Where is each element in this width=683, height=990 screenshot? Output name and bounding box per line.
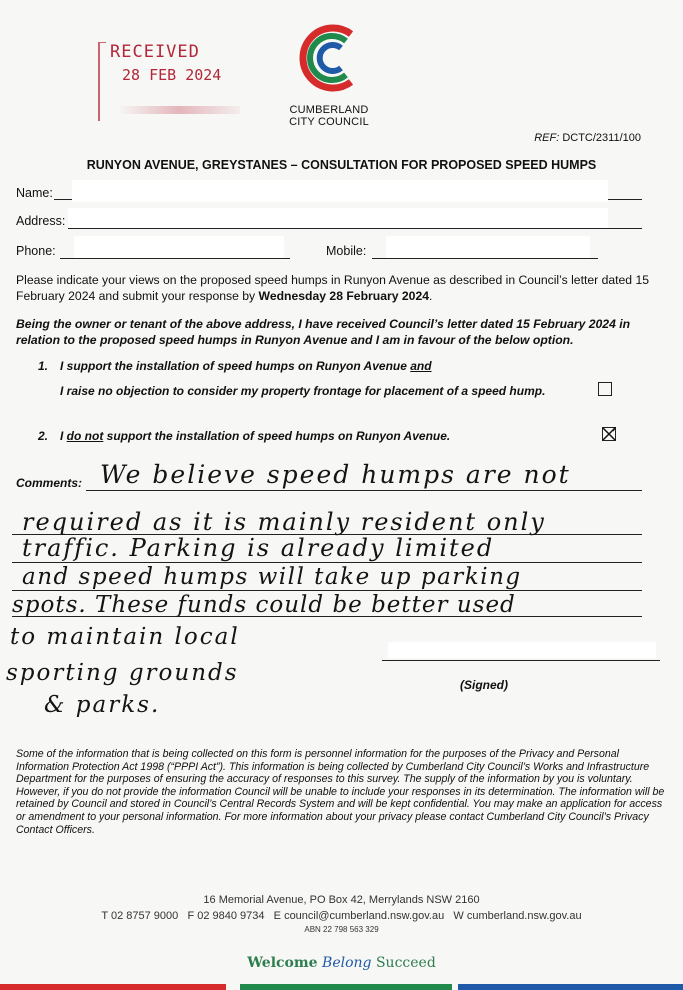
option-1-number: 1. (38, 359, 49, 373)
received-stamp (98, 42, 246, 124)
comments-label: Comments: (16, 476, 83, 490)
comment-line-8: & parks. (44, 692, 161, 718)
stamp-label: RECEIVED (110, 42, 200, 62)
option-2-checkbox[interactable] (602, 427, 616, 441)
logo-line-1: CUMBERLAND (289, 104, 369, 116)
privacy-notice: Some of the information that is being collected on this form is personnel information for the purposes of the Privacy and Personal Information Protection Act 1998 (“PPPI Act”). This information is being collected by Cumberland City Council’s Works and Infrastructure Department for the purposes of ensuring the accuracy of responses to this survey. The supply of the information by you is voluntary. However, if you do not provide the information Council will be unable to include your responses in its determination. The information will be retained by Council and stored in Council’s Central Records System and will be kept confidential. You may make an application for access or amendment to your personal information. For more information about your privacy please contact Cumberland City Council’s Privacy Contact Officers. (16, 748, 665, 836)
tagline-succeed: Succeed (375, 955, 436, 971)
comment-line-4: and speed humps will take up parking (22, 564, 522, 590)
council-logo-icon (294, 20, 364, 96)
signed-label: (Signed) (460, 678, 508, 692)
phone-field[interactable] (60, 258, 290, 259)
option-2-text (60, 429, 450, 443)
mobile-field[interactable] (372, 258, 598, 259)
tagline (0, 955, 683, 971)
checkmark-x-icon (602, 427, 616, 441)
phone-label: Phone: (16, 244, 56, 258)
address-redaction (68, 208, 608, 228)
comment-line-3: traffic. Parking is already limited (22, 534, 495, 562)
logo-line-2: CITY COUNCIL (289, 116, 369, 128)
option-1-checkbox[interactable] (598, 382, 612, 396)
stamp-border (98, 42, 106, 121)
stamp-date: 28 FEB 2024 (122, 66, 222, 84)
footer-contact: T 02 8757 9000 F 02 9840 9734 E council@cumberland.nsw.gov.au W cumberland.nsw.gov.au (101, 910, 582, 922)
comment-line-6: to maintain local (10, 624, 240, 650)
option-1-and: and (410, 359, 432, 373)
signature-field[interactable] (382, 660, 660, 661)
comment-line-2: required as it is mainly resident only (22, 508, 546, 536)
option-1-line-2: I raise no objection to consider my property frontage for placement of a speed hump. (60, 384, 546, 398)
footer-address: 16 Memorial Avenue, PO Box 42, Merrylands NSW 2160 (203, 894, 480, 906)
phone-redaction (74, 236, 284, 258)
option-2-number: 2. (38, 429, 49, 443)
declaration: Being the owner or tenant of the above address, I have received Council’s letter dated 15 February 2024 in relation to the proposed speed humps in Runyon Avenue and I am in favour of the below option. (16, 317, 631, 347)
address-field[interactable] (68, 228, 642, 229)
mobile-label: Mobile: (326, 244, 367, 258)
ref-prefix: REF: (534, 132, 560, 144)
tagline-welcome: Welcome (247, 955, 318, 971)
footer-bar-green (240, 984, 452, 990)
footer-bar-red (0, 984, 226, 990)
option-2-do-not: do not (66, 429, 104, 443)
mobile-redaction (386, 236, 590, 258)
comment-rule-1 (86, 490, 642, 491)
council-logo (284, 20, 374, 130)
address-label: Address: (16, 214, 66, 228)
intro-end: . (429, 289, 433, 303)
form-title: RUNYON AVENUE, GREYSTANES – CONSULTATION FOR PROPOSED SPEED HUMPS (86, 158, 597, 172)
comment-rule-4 (12, 590, 642, 591)
name-label: Name: (16, 186, 53, 200)
name-redaction (72, 180, 608, 202)
comment-line-5: spots. These funds could be better used (12, 592, 516, 618)
intro-text: Please indicate your views on the proposed speed humps in Runyon Avenue as described in Council’s letter dated 15 February 2024 and submit your response by (16, 273, 650, 303)
tagline-belong: Belong (322, 955, 372, 971)
footer-bar-blue (458, 984, 683, 990)
comment-rule-3 (12, 562, 642, 563)
comment-line-1: We believe speed humps are not (100, 460, 571, 489)
intro-deadline: Wednesday 28 February 2024 (258, 289, 430, 303)
reference (534, 132, 641, 144)
signature-redaction (388, 642, 656, 658)
option-1-text-a: I support the installation of speed humps on Runyon Avenue (60, 359, 411, 373)
footer-abn: ABN 22 798 563 329 (304, 925, 379, 934)
comment-line-7: sporting grounds (6, 660, 239, 686)
option-2-text-b: support the installation of speed humps on Runyon Avenue. (103, 429, 451, 443)
stamp-smear (118, 106, 240, 114)
intro-paragraph (16, 272, 668, 304)
option-1-text (60, 359, 432, 373)
ref-code: DCTC/2311/100 (562, 132, 641, 144)
option-2-text-a: I (60, 429, 67, 443)
